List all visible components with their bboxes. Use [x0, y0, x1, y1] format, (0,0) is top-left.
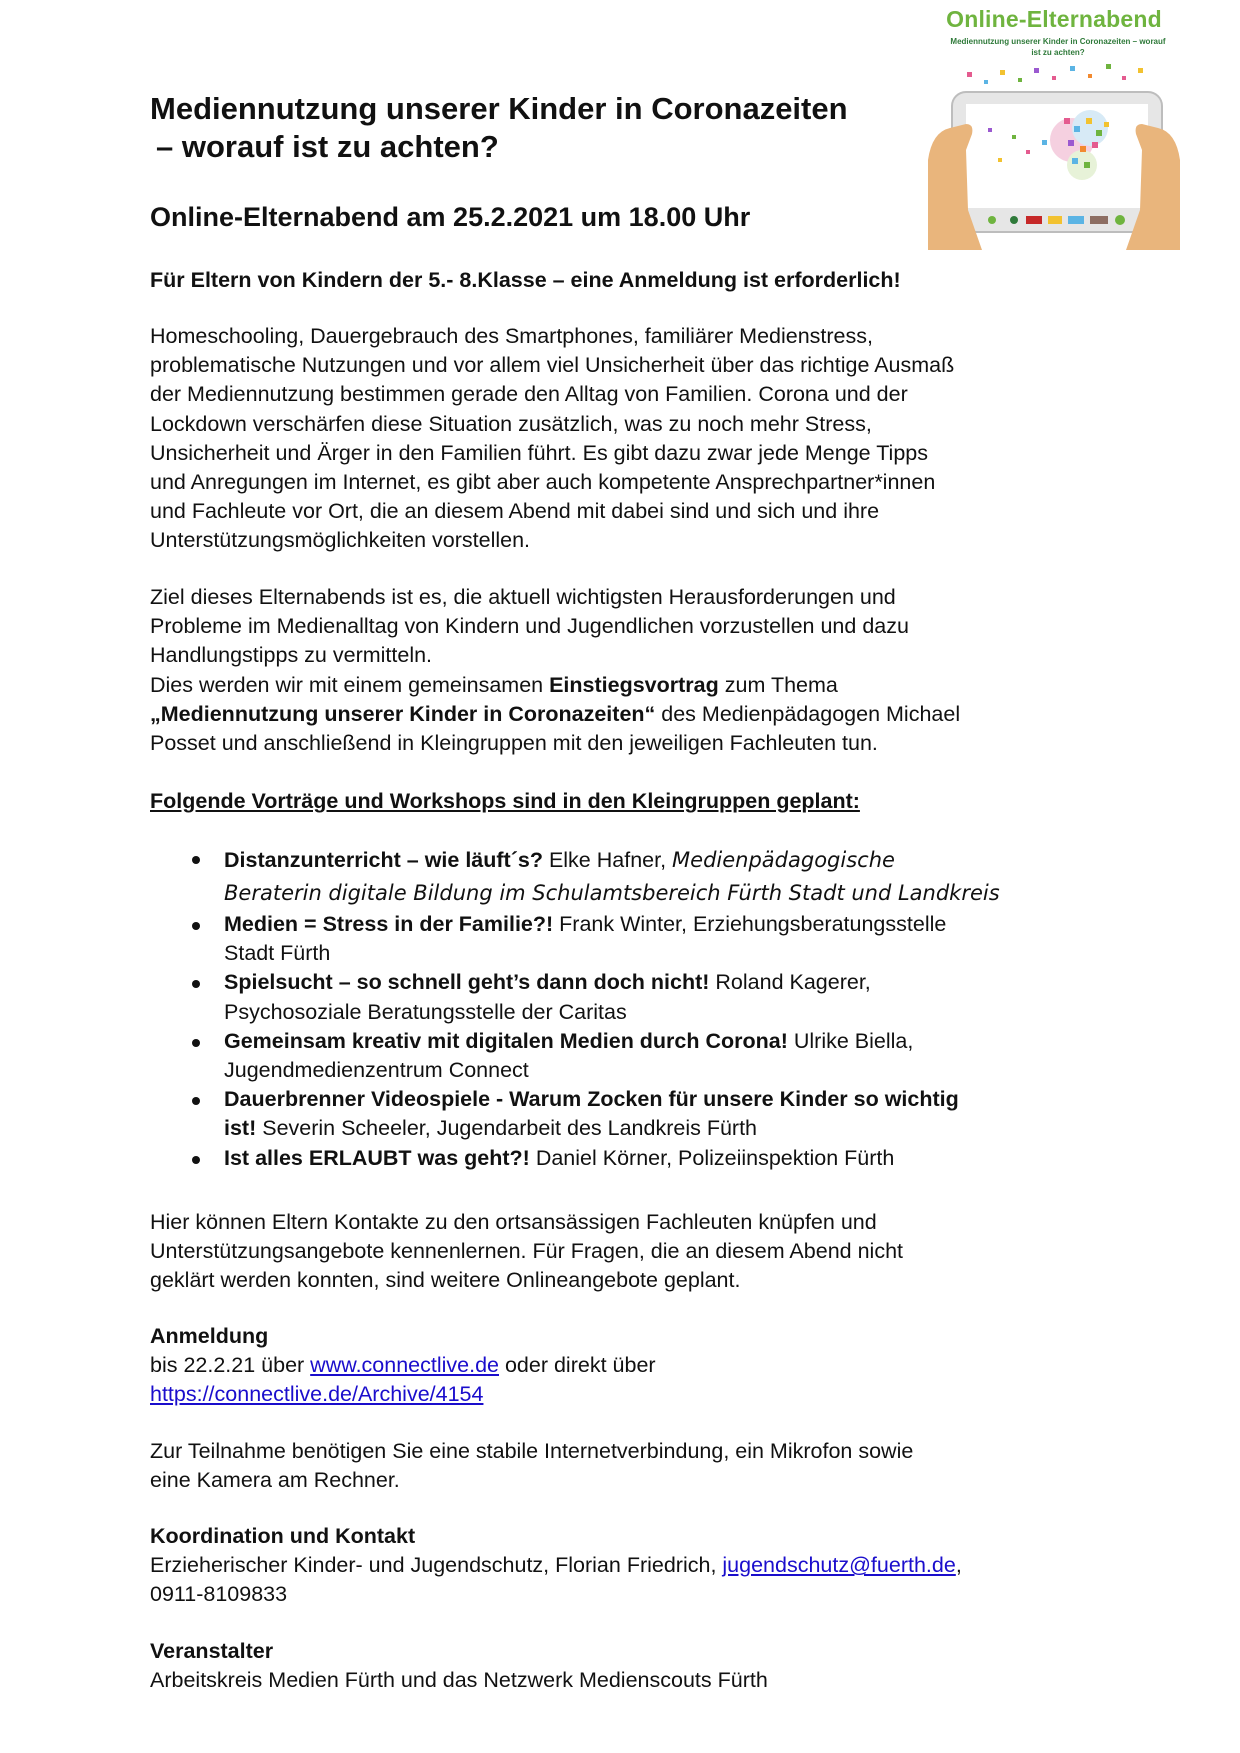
intro-line: Unterstützungsmöglichkeiten vorstellen.: [150, 528, 531, 553]
workshop-speaker: Severin Scheeler, Jugendarbeit des Landkreis Fürth: [256, 1116, 758, 1141]
intro-line: Lockdown verschärfen diese Situation zusätzlich, was zu noch mehr Stress,: [150, 411, 872, 436]
bullet-icon: [192, 1039, 200, 1047]
intro-line: und Anregungen im Internet, es gibt aber auch kompetente Ansprechpartner*innen: [150, 470, 936, 495]
goal-paragraph: [150, 583, 1110, 758]
audience-note: Für Eltern von Kindern der 5.- 8.Klasse – eine Anmeldung ist erforderlich!: [150, 268, 901, 292]
keynote-label: Einstiegsvortrag: [549, 672, 719, 697]
workshop-line: Psychosoziale Beratungsstelle der Caritas: [224, 999, 627, 1024]
workshops-heading: Folgende Vorträge und Workshops sind in den Kleingruppen geplant:: [150, 789, 860, 813]
registration-text: bis 22.2.21 über: [150, 1353, 311, 1378]
workshop-title: Medien = Stress in der Familie?!: [224, 912, 554, 936]
registration-line: [150, 1351, 1110, 1380]
archive-link[interactable]: https://connectlive.de/Archive/4154: [150, 1382, 484, 1407]
flyer-image: [922, 0, 1186, 250]
registration-heading: Anmeldung: [150, 1324, 269, 1348]
contact-phone: 0911-8109833: [150, 1582, 288, 1607]
title-line-1: Mediennutzung unserer Kinder in Coronazeiten: [150, 91, 848, 126]
keynote-title: „Mediennutzung unserer Kinder in Coronazeiten“: [150, 701, 656, 726]
registration-section: [150, 1322, 1110, 1410]
requirements-paragraph: [150, 1437, 1110, 1495]
workshop-title: Distanzunterricht – wie läuft´s?: [224, 848, 543, 872]
workshop-speaker: Elke Hafner,: [542, 848, 673, 872]
contact-line: [150, 1551, 1110, 1580]
goal-line: Probleme im Medienalltag von Kindern und Jugendlichen vorzustellen und dazu: [150, 614, 909, 639]
goal-line: Ziel dieses Elternabends ist es, die aktuell wichtigsten Herausforderungen und: [150, 585, 896, 609]
confetti-dots: [967, 64, 1143, 84]
requirements-line: eine Kamera am Rechner.: [150, 1468, 400, 1493]
goal-line: Handlungstipps zu vermitteln.: [150, 643, 433, 668]
email-link[interactable]: jugendschutz@fuerth.de: [722, 1553, 956, 1578]
goal-text: Dies werden wir mit einem gemeinsamen: [150, 672, 550, 697]
outro-line: geklärt werden konnten, sind weitere Onlineangebote geplant.: [150, 1268, 741, 1293]
workshop-role: Medienpädagogische: [672, 848, 895, 872]
goal-text: zum Thema: [718, 672, 838, 697]
list-item: [150, 1027, 1110, 1085]
workshop-role: Beraterin digitale Bildung im Schulamtsbereich Fürth Stadt und Landkreis: [224, 881, 1000, 905]
title-line-2: – worauf ist zu achten?: [156, 129, 499, 164]
workshop-speaker: Roland Kagerer,: [709, 970, 871, 995]
intro-paragraph: [150, 322, 1110, 556]
workshop-speaker: Daniel Körner, Polizeiinspektion Fürth: [529, 1145, 895, 1170]
goal-text: des Medienpädagogen Michael: [655, 701, 961, 726]
workshop-line: [224, 1085, 1110, 1114]
workshop-line: [224, 968, 1110, 997]
intro-line: der Mediennutzung bestimmen gerade den Alltag von Familien. Corona und der: [150, 382, 908, 407]
list-item: [150, 968, 1110, 1026]
goal-line: [150, 700, 1110, 729]
bullet-icon: [192, 980, 200, 988]
workshop-speaker: Ulrike Biella,: [787, 1028, 914, 1053]
outro-line: Unterstützungsangebote kennenlernen. Für Fragen, die an diesem Abend nicht: [150, 1239, 903, 1264]
intro-line: und Fachleute vor Ort, die an diesem Abend mit dabei sind und sich und ihre: [150, 499, 880, 524]
contact-heading: Koordination und Kontakt: [150, 1524, 416, 1548]
registration-line: [150, 1380, 1110, 1409]
list-item: [150, 844, 1110, 910]
goal-line: Posset und anschließend in Kleingruppen mit den jeweiligen Fachleuten tun.: [150, 731, 878, 756]
workshop-line: [224, 1114, 1110, 1143]
contact-section: [150, 1522, 1110, 1610]
workshop-line: Jugendmedienzentrum Connect: [224, 1058, 529, 1083]
workshop-title: Dauerbrenner Videospiele - Warum Zocken für unsere Kinder so wichtig: [224, 1087, 959, 1112]
contact-text: Erzieherischer Kinder- und Jugendschutz, Florian Friedrich,: [150, 1553, 723, 1578]
workshop-line: [224, 910, 1110, 939]
workshop-line: [224, 844, 1110, 877]
list-item: [150, 910, 1110, 968]
contact-text: ,: [955, 1553, 962, 1578]
requirements-line: Zur Teilnahme benötigen Sie eine stabile Internetverbindung, ein Mikrofon sowie: [150, 1439, 914, 1463]
workshop-line: [224, 1144, 1110, 1173]
page-title: [150, 90, 910, 166]
workshop-list: [150, 844, 1110, 1173]
list-item: [150, 1144, 1110, 1173]
event-date-heading: Online-Elternabend am 25.2.2021 um 18.00 Uhr: [150, 202, 751, 232]
list-item: [150, 1085, 1110, 1143]
bullet-icon: [192, 922, 200, 930]
goal-line: [150, 671, 1110, 700]
registration-text: oder direkt über: [499, 1353, 656, 1378]
intro-line: Unsicherheit und Ärger in den Familien führt. Es gibt dazu zwar jede Menge Tipps: [150, 440, 928, 465]
workshop-title: Gemeinsam kreativ mit digitalen Medien durch Corona!: [224, 1028, 788, 1053]
organizer-section: [150, 1637, 1110, 1695]
workshop-title: ist!: [224, 1116, 257, 1141]
bullet-icon: [192, 856, 200, 864]
outro-paragraph: [150, 1208, 1110, 1296]
intro-line: problematische Nutzungen und vor allem viel Unsicherheit über das richtige Ausmaß: [150, 353, 955, 378]
workshop-title: Ist alles ERLAUBT was geht?!: [224, 1145, 530, 1170]
connectlive-link[interactable]: www.connectlive.de: [310, 1353, 499, 1378]
outro-line: Hier können Eltern Kontakte zu den ortsansässigen Fachleuten knüpfen und: [150, 1210, 877, 1234]
workshop-speaker: Frank Winter, Erziehungsberatungsstelle: [553, 912, 947, 936]
flyer-title: Online-Elternabend: [946, 6, 1162, 32]
bullet-icon: [192, 1097, 200, 1105]
organizer-text: Arbeitskreis Medien Fürth und das Netzwerk Medienscouts Fürth: [150, 1668, 768, 1693]
intro-line: Homeschooling, Dauergebrauch des Smartphones, familiärer Medienstress,: [150, 324, 873, 348]
workshop-title: Spielsucht – so schnell geht’s dann doch nicht!: [224, 970, 710, 995]
organizer-heading: Veranstalter: [150, 1639, 274, 1663]
flyer-subtitle: Mediennutzung unserer Kinder in Coronazeiten – worauf ist zu achten?: [950, 37, 1166, 57]
workshop-line: [224, 1027, 1110, 1056]
workshop-line: Stadt Fürth: [224, 941, 331, 966]
bullet-icon: [192, 1156, 200, 1164]
